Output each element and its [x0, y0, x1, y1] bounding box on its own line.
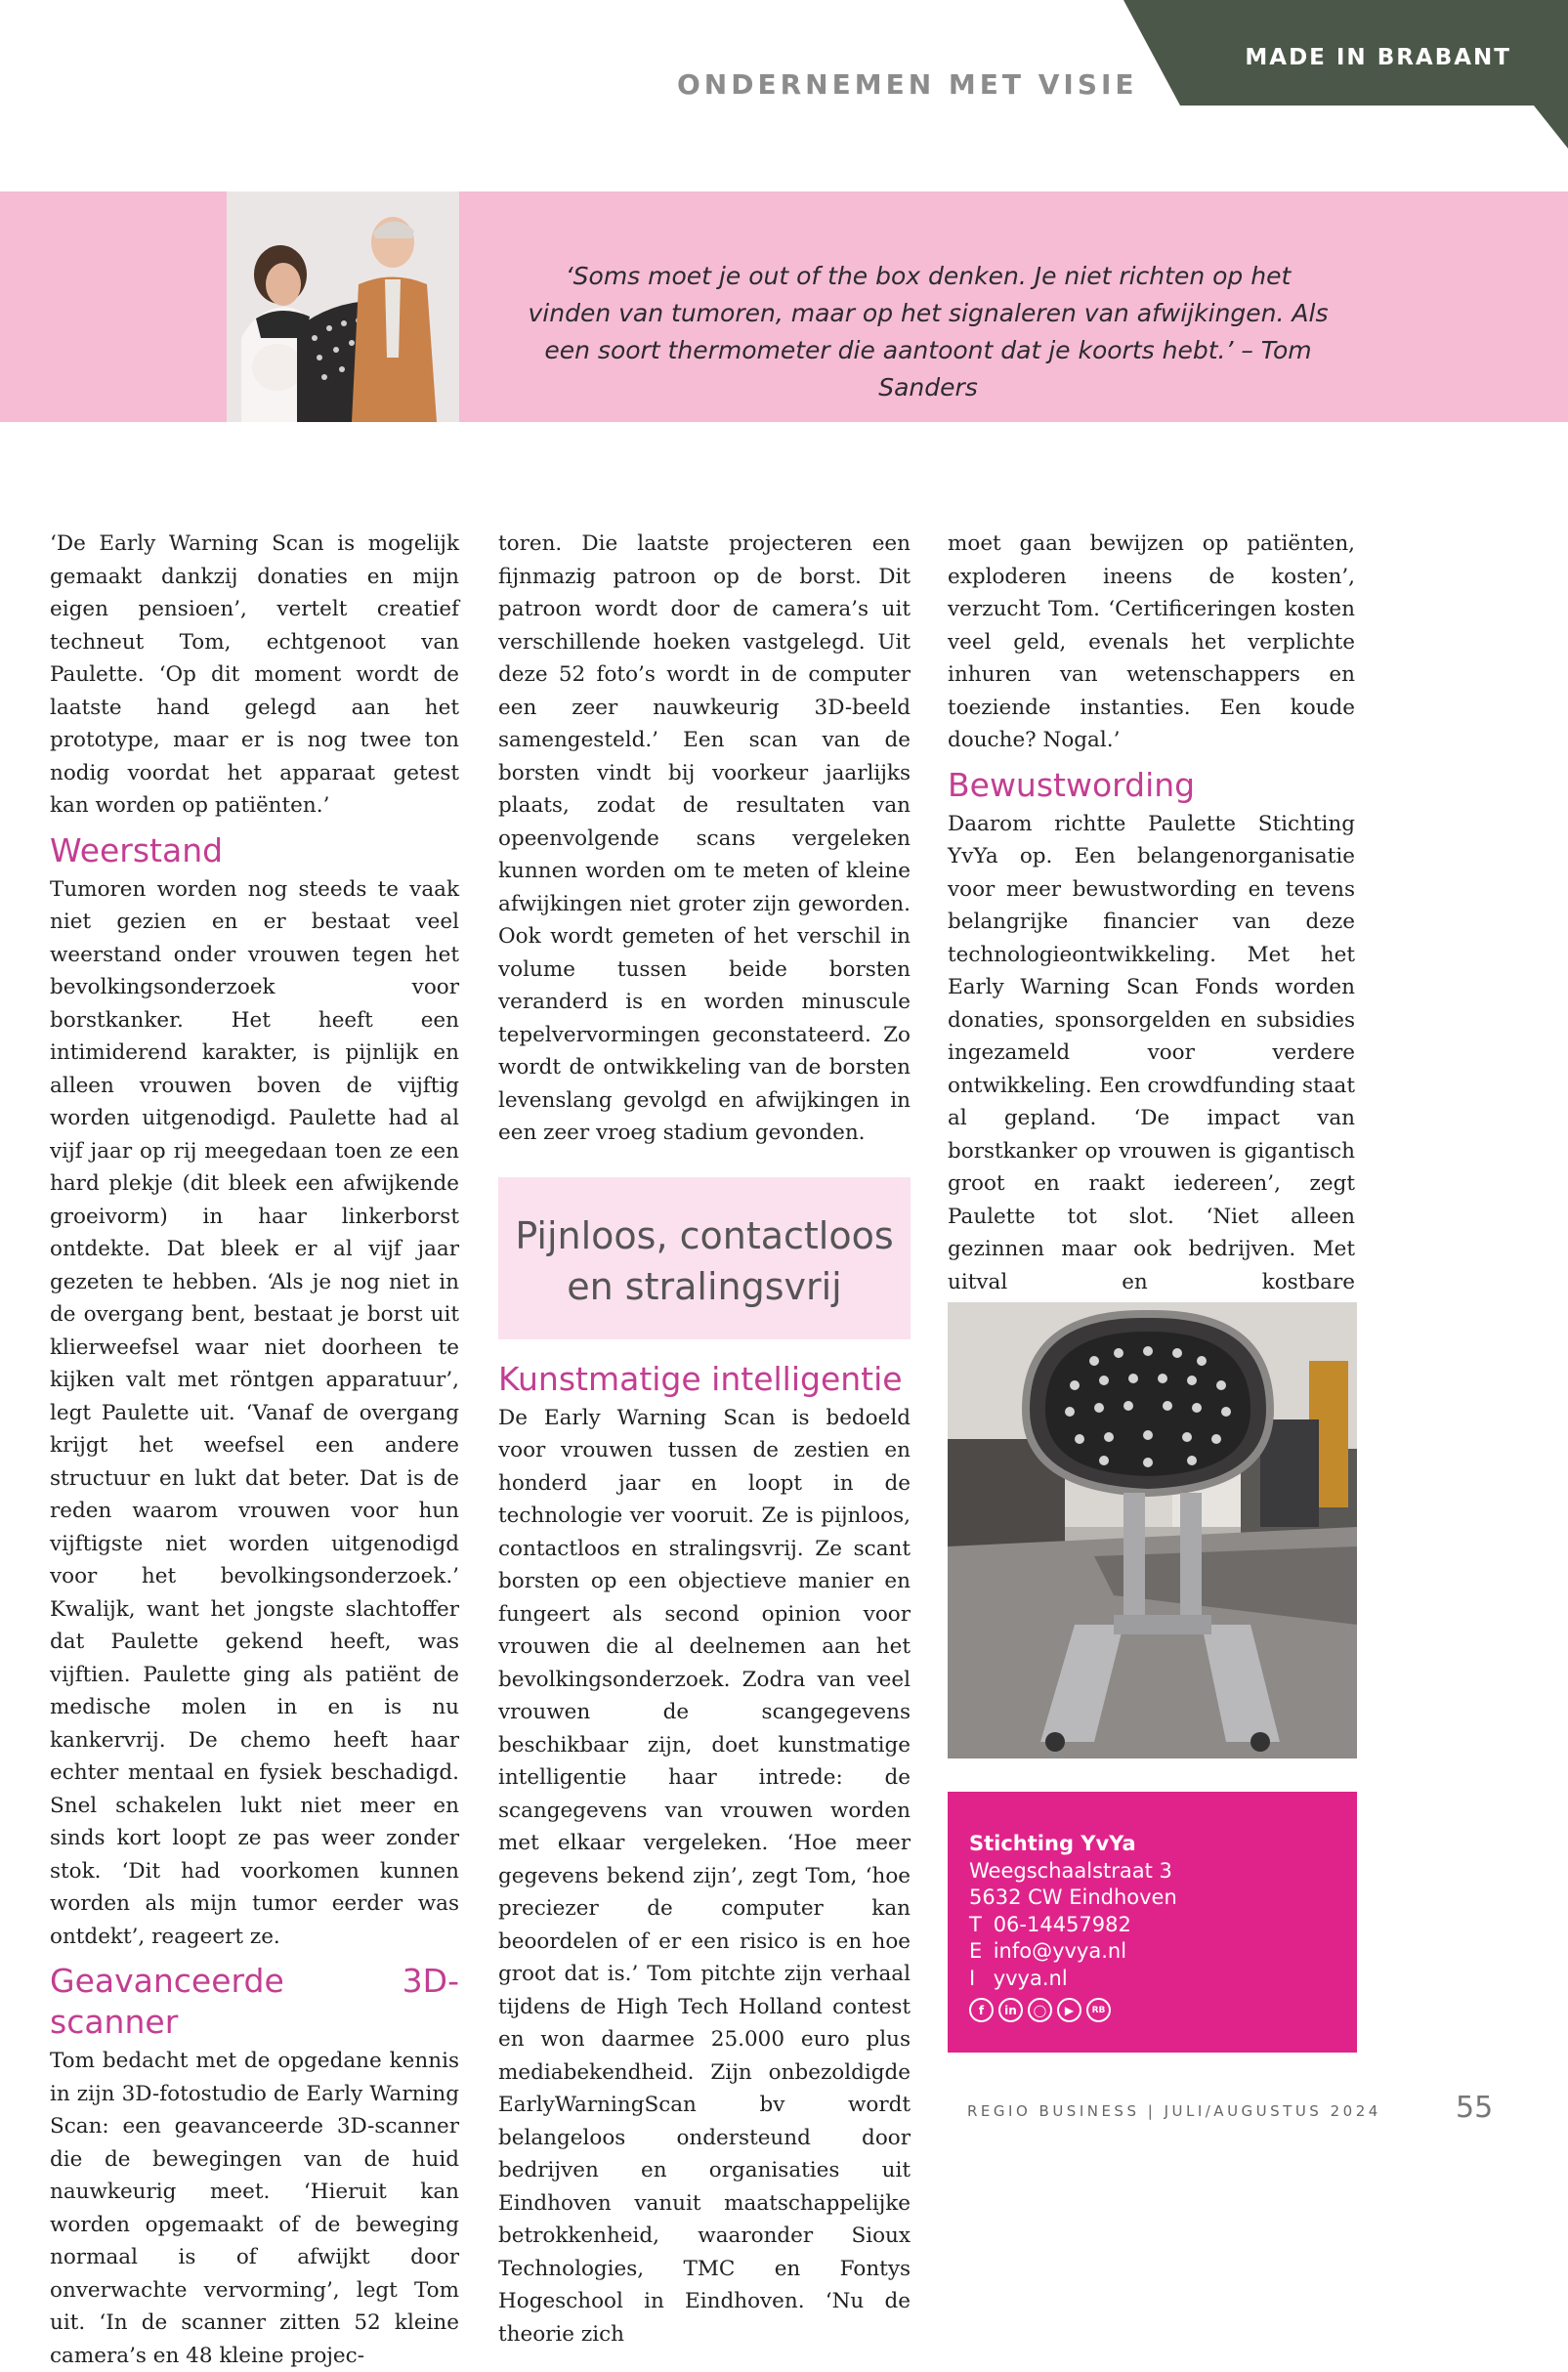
paragraph: toren. Die laatste projecteren een fijnmazig patroon op de borst. Dit patroon wordt door de camera’s uit verschillende hoeken vastgelegd. Uit deze 52 foto’s wordt in de computer een zeer nauwkeurig 3D-beeld samengesteld.’ Een scan van de borsten vindt bij voorkeur jaarlijks plaats, zodat de resultaten van opeenvolgende scans vergeleken kunnen worden om te meten of kleine afwijkingen niet groter zijn geworden. Ook wordt gemeten of het verschil in volume tussen beide borsten veranderd is en worden minuscule tepelvervormingen geconstateerd. Zo wordt de ontwikkeling van de borsten levenslang gevolgd en afwijkingen in een zeer vroeg stadium gevonden. — [498, 531, 911, 1145]
organization-name: Stichting YvYa — [969, 1832, 1136, 1855]
corner-banner — [1123, 0, 1568, 148]
couple-photo — [227, 191, 459, 422]
paragraph: Tom bedacht met de opgedane kennis in zijn 3D-fotostudio de Early Warning Scan: een geavanceerde 3D-scanner die de bewegingen van de huid nauwkeurig meet. ‘Hieruit kan worden opgemaakt of de beweging normaal is of afwijkt door onverwachte vervorming’, legt Tom uit. ‘In de scanner zitten 52 kleine camera’s en 48 kleine projec- — [50, 2049, 459, 2368]
page-number: 55 — [1456, 2091, 1494, 2125]
article-column-1 — [50, 528, 459, 2372]
page-section-title: ONDERNEMEN MET VISIE — [677, 68, 1138, 101]
rb-icon[interactable]: RB — [1086, 1998, 1111, 2022]
email-address[interactable]: info@yvya.nl — [993, 1939, 1127, 1963]
pull-quote: ‘Soms moet je out of the box denken. Je niet richten op het vinden van tumoren, maar op het signaleren van afwijkingen. Als een soort thermometer die aantoont dat je koorts hebt.’ – Tom Sanders — [528, 262, 1329, 402]
article-column-3 — [948, 528, 1355, 1429]
email-line — [969, 1938, 1177, 1966]
youtube-icon[interactable]: ▶ — [1057, 1998, 1081, 2022]
paragraph: Tumoren worden nog steeds te vaak niet gezien en er bestaat veel weerstand onder vrouwen tegen het bevolkingsonderzoek voor borstkanker. Het heeft een intimiderend karakter, is pijnlijk en alleen vrouwen boven de vijftig worden uitgenodigd. Paulette had al vijf jaar op rij meegedaan toen ze een hard plekje (dit bleek een afwijkende groeivorm) in haar linkerborst ontdekte. Dat bleek er al vijf jaar gezeten te hebben. ‘Als je nog niet in de overgang bent, bestaat je borst uit klierweefsel waar niet doorheen te kijken valt met röntgen apparatuur’, legt Paulette uit. ‘Vanaf de overgang krijgt het weefsel een andere structuur en lukt dat beter. Dat is de reden waarom vrouwen voor hun vijftigste niet worden uitgenodigd voor het bevolkingsonderzoek.’ Kwalijk, want het jongste slachtoffer dat Paulette gekend heeft, was vijftien. Paulette ging als patiënt de medische molen in en is nu kankervrij. De chemo heeft haar echter mentaal en fysiek beschadigd. Snel schakelen lukt niet meer en sinds kort loopt ze pas weer zonder stok. ‘Dit had voorkomen kunnen worden als mijn tumor eerder was ontdekt’, reageert ze. — [50, 876, 459, 1949]
subheading-weerstand: Weerstand — [50, 830, 224, 869]
web-line — [969, 1966, 1177, 1993]
email-label: E — [969, 1939, 983, 1963]
phone-number[interactable]: 06-14457982 — [993, 1912, 1131, 1936]
phone-label: T — [969, 1912, 982, 1936]
pull-box-line: en stralingsvrij — [567, 1264, 842, 1308]
subheading-scanner: Geavanceerde 3D-scanner — [50, 1962, 459, 2041]
subheading-kunstmatige-intelligentie: Kunstmatige intelligentie — [498, 1359, 903, 1398]
web-label: I — [969, 1966, 976, 1990]
phone-line — [969, 1912, 1177, 1939]
paragraph-text: Daarom richtte Paulette Stichting YvYa op. Een belangenorganisatie voor meer bewustwording en tevens belangrijke financier van deze technologieontwikkeling. Met het Early Warning Scan Fonds worden donaties, sponsorgelden en subsidies ingezameld voor verdere ontwikkeling. Een crowdfunding staat al gepland. ‘De impact van borstkanker op vrouwen is gigantisch groot en raakt iedereen’, zegt Paulette tot slot. ‘Niet alleen gezinnen maar ook bedrijven. Met uitval en kostbare — [948, 811, 1355, 1294]
publication-footer: REGIO BUSINESS | JULI/AUGUSTUS 2024 — [967, 2102, 1381, 2120]
website-link[interactable]: yvya.nl — [993, 1966, 1068, 1990]
paragraph: De Early Warning Scan is bedoeld voor vrouwen tussen de zestien en honderd jaar en loopt in de technologie ver vooruit. Ze is pijnloos, contactloos en stralingsvrij. Ze scant borsten op een objectieve manier en fungeert als second opinion voor vrouwen die al deelnemen aan het bevolkingsonderzoek. Zodra van veel vrouwen de scangegevens beschikbaar zijn, doet kunstmatige intelligentie haar intrede: de scangegevens van vrouwen worden met elkaar vergeleken. ‘Hoe meer gegevens bekend zijn’, zegt Tom, ‘hoe preciezer de computer kan beoordelen of er een risico is en hoe groot dat is.’ Tom pitchte zijn verhaal tijdens de High Tech Holland contest en won daarmee 25.000 euro plus mediabekendheid. Zijn onbezoldigde EarlyWarningScan bv wordt belangeloos ondersteund door bedrijven en organisaties uit Eindhoven vanuit maatschappelijke betrokkenheid, waaronder Sioux Technologies, TMC en Fontys Hogeschool in Eindhoven. ‘Nu de theorie zich — [498, 1405, 911, 2347]
paragraph: ‘De Early Warning Scan is mogelijk gemaakt dankzij donaties en mijn eigen pensioen’, vertelt creatief techneut Tom, echtgenoot van Paulette. ‘Op dit moment wordt de laatste hand gelegd aan het prototype, maar er is nog twee ton nodig voordat het apparaat getest kan worden op patiënten.’ — [50, 531, 459, 818]
social-icons — [969, 1998, 1111, 2022]
pull-box — [498, 1177, 911, 1339]
pull-box-line: Pijnloos, contactloos — [515, 1213, 894, 1257]
contact-details — [969, 1831, 1177, 1992]
contact-box — [948, 1792, 1357, 2053]
section-label: MADE IN BRABANT — [1245, 45, 1511, 70]
paragraph: moet gaan bewijzen op patiënten, exploderen ineens de kosten’, verzucht Tom. ‘Certificeringen kosten veel geld, evenals het verplichte inhuren van wetenschappers en toeziende instanties. Een koude douche? Nogal.’ — [948, 531, 1355, 752]
article-column-2 — [498, 528, 911, 2351]
facebook-icon[interactable]: f — [969, 1998, 994, 2022]
instagram-icon[interactable]: ◯ — [1028, 1998, 1052, 2022]
linkedin-icon[interactable]: in — [998, 1998, 1023, 2022]
street-address: Weegschaalstraat 3 — [969, 1858, 1172, 1883]
city-address: 5632 CW Eindhoven — [969, 1885, 1177, 1909]
scanner-photo — [948, 1302, 1357, 1758]
subheading-bewustwording: Bewustwording — [948, 765, 1196, 804]
